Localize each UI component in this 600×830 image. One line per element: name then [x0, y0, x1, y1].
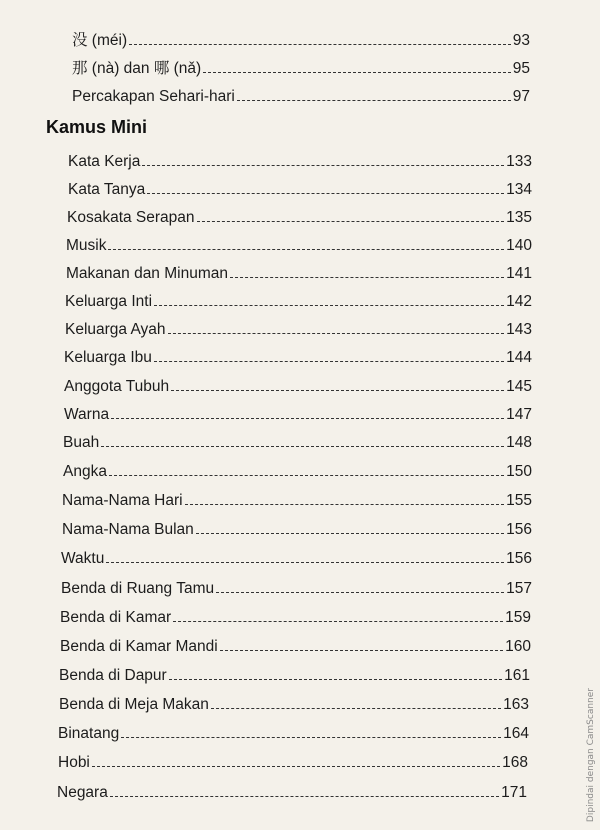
dot-leader [237, 100, 511, 101]
toc-entry-label: Benda di Kamar [60, 609, 172, 626]
toc-entry-page: 97 [512, 88, 530, 105]
dot-leader [169, 679, 502, 680]
toc-entry-page: 133 [506, 153, 532, 170]
toc-entry[interactable] [61, 580, 532, 598]
toc-entry-page: 157 [506, 580, 532, 597]
toc-entry[interactable] [62, 492, 532, 510]
toc-entry-page: 159 [505, 609, 531, 626]
toc-entry-label: Negara [57, 784, 108, 801]
toc-entry-page: 171 [501, 784, 527, 801]
toc-entry-page: 143 [506, 321, 532, 338]
toc-entry-label: Kata Kerja [68, 153, 141, 170]
dot-leader [109, 475, 504, 476]
toc-entry[interactable] [61, 550, 532, 568]
dot-leader [108, 249, 504, 250]
toc-entry[interactable] [66, 237, 532, 255]
toc-entry-page: 95 [512, 60, 530, 77]
toc-entry-label: Keluarga Ibu [64, 349, 152, 366]
toc-entry-label: Keluarga Inti [65, 293, 153, 310]
toc-entry-label: Benda di Meja Makan [59, 696, 209, 713]
toc-entry-page: 160 [505, 638, 531, 655]
toc-entry-label: Makanan dan Minuman [66, 265, 228, 282]
toc-entry-label: Nama-Nama Hari [62, 492, 183, 509]
dot-leader [168, 333, 505, 334]
dot-leader [101, 446, 504, 447]
toc-entry-label: Hobi [58, 754, 90, 771]
toc-entry-page: 156 [506, 550, 532, 567]
toc-entry-page: 155 [506, 492, 532, 509]
toc-entry-page: 134 [506, 181, 532, 198]
dot-leader [171, 390, 504, 391]
toc-entry[interactable] [62, 521, 532, 539]
dot-leader [129, 44, 511, 45]
toc-entry-page: 93 [512, 32, 530, 49]
toc-entry-label: Anggota Tubuh [64, 378, 170, 395]
toc-entry[interactable] [72, 88, 530, 106]
dot-leader [185, 504, 505, 505]
toc-entry-page: 147 [506, 406, 532, 423]
toc-entry[interactable] [64, 378, 532, 396]
toc-entry-page: 156 [506, 521, 532, 538]
toc-entry[interactable] [64, 349, 532, 367]
dot-leader [121, 737, 501, 738]
dot-leader [216, 592, 504, 593]
dot-leader [154, 305, 504, 306]
toc-entry[interactable] [63, 463, 532, 481]
toc-entry-label: Benda di Ruang Tamu [61, 580, 215, 597]
toc-entry[interactable] [65, 321, 532, 339]
toc-entry[interactable] [58, 754, 528, 772]
toc-entry-label: Benda di Dapur [59, 667, 167, 684]
toc-entry[interactable] [64, 406, 532, 424]
toc-entry-label: Warna [64, 406, 110, 423]
dot-leader [196, 533, 504, 534]
dot-leader [92, 766, 500, 767]
toc-entry-page: 164 [503, 725, 529, 742]
toc-entry-page: 141 [506, 265, 532, 282]
toc-entry-label: Binatang [58, 725, 120, 742]
toc-entry[interactable] [59, 667, 530, 685]
toc-entry-page: 163 [503, 696, 529, 713]
toc-entry-label: 没 (méi) [72, 32, 128, 49]
section-title: Kamus Mini [46, 117, 148, 137]
toc-entry-label: Benda di Kamar Mandi [60, 638, 218, 655]
toc-entry-page: 161 [504, 667, 530, 684]
toc-entry[interactable] [60, 638, 531, 656]
dot-leader [110, 796, 499, 797]
toc-entry-page: 135 [506, 209, 532, 226]
dot-leader [154, 361, 504, 362]
toc-entry[interactable] [65, 293, 532, 311]
toc-entry[interactable] [67, 209, 532, 227]
dot-leader [203, 72, 511, 73]
toc-entry-label: Kosakata Serapan [67, 209, 195, 226]
toc-entry-label: Keluarga Ayah [65, 321, 166, 338]
dot-leader [173, 621, 503, 622]
toc-entry-label: Nama-Nama Bulan [62, 521, 194, 538]
dot-leader [142, 165, 504, 166]
toc-entry-page: 144 [506, 349, 532, 366]
toc-entry-label: Musik [66, 237, 107, 254]
dot-leader [197, 221, 505, 222]
toc-entry[interactable] [68, 181, 532, 199]
toc-entry-page: 145 [506, 378, 532, 395]
dot-leader [106, 562, 504, 563]
toc-entry[interactable] [60, 609, 531, 627]
dot-leader [230, 277, 504, 278]
dot-leader [111, 418, 504, 419]
toc-entry-label: 那 (nà) dan 哪 (nǎ) [72, 60, 202, 77]
toc-entry-label: Percakapan Sehari-hari [72, 88, 235, 105]
toc-entry[interactable] [66, 265, 532, 283]
dot-leader [220, 650, 503, 651]
toc-entry[interactable] [72, 32, 530, 50]
toc-entry-page: 168 [502, 754, 528, 771]
dot-leader [211, 708, 501, 709]
toc-entry[interactable] [68, 153, 532, 171]
scanner-watermark: Dipindai dengan CamScanner [586, 687, 596, 822]
toc-entry-page: 140 [506, 237, 532, 254]
toc-entry-page: 142 [506, 293, 532, 310]
toc-entry-page: 148 [506, 434, 532, 451]
toc-entry-label: Angka [63, 463, 107, 480]
toc-entry-label: Kata Tanya [68, 181, 146, 198]
toc-entry-label: Buah [63, 434, 100, 451]
toc-entry[interactable] [72, 60, 530, 78]
toc-entry[interactable] [59, 696, 529, 714]
toc-entry[interactable] [58, 725, 529, 743]
toc-entry[interactable] [57, 784, 527, 802]
toc-entry[interactable] [63, 434, 532, 452]
toc-entry-page: 150 [506, 463, 532, 480]
toc-entry-label: Waktu [61, 550, 105, 567]
dot-leader [147, 193, 504, 194]
